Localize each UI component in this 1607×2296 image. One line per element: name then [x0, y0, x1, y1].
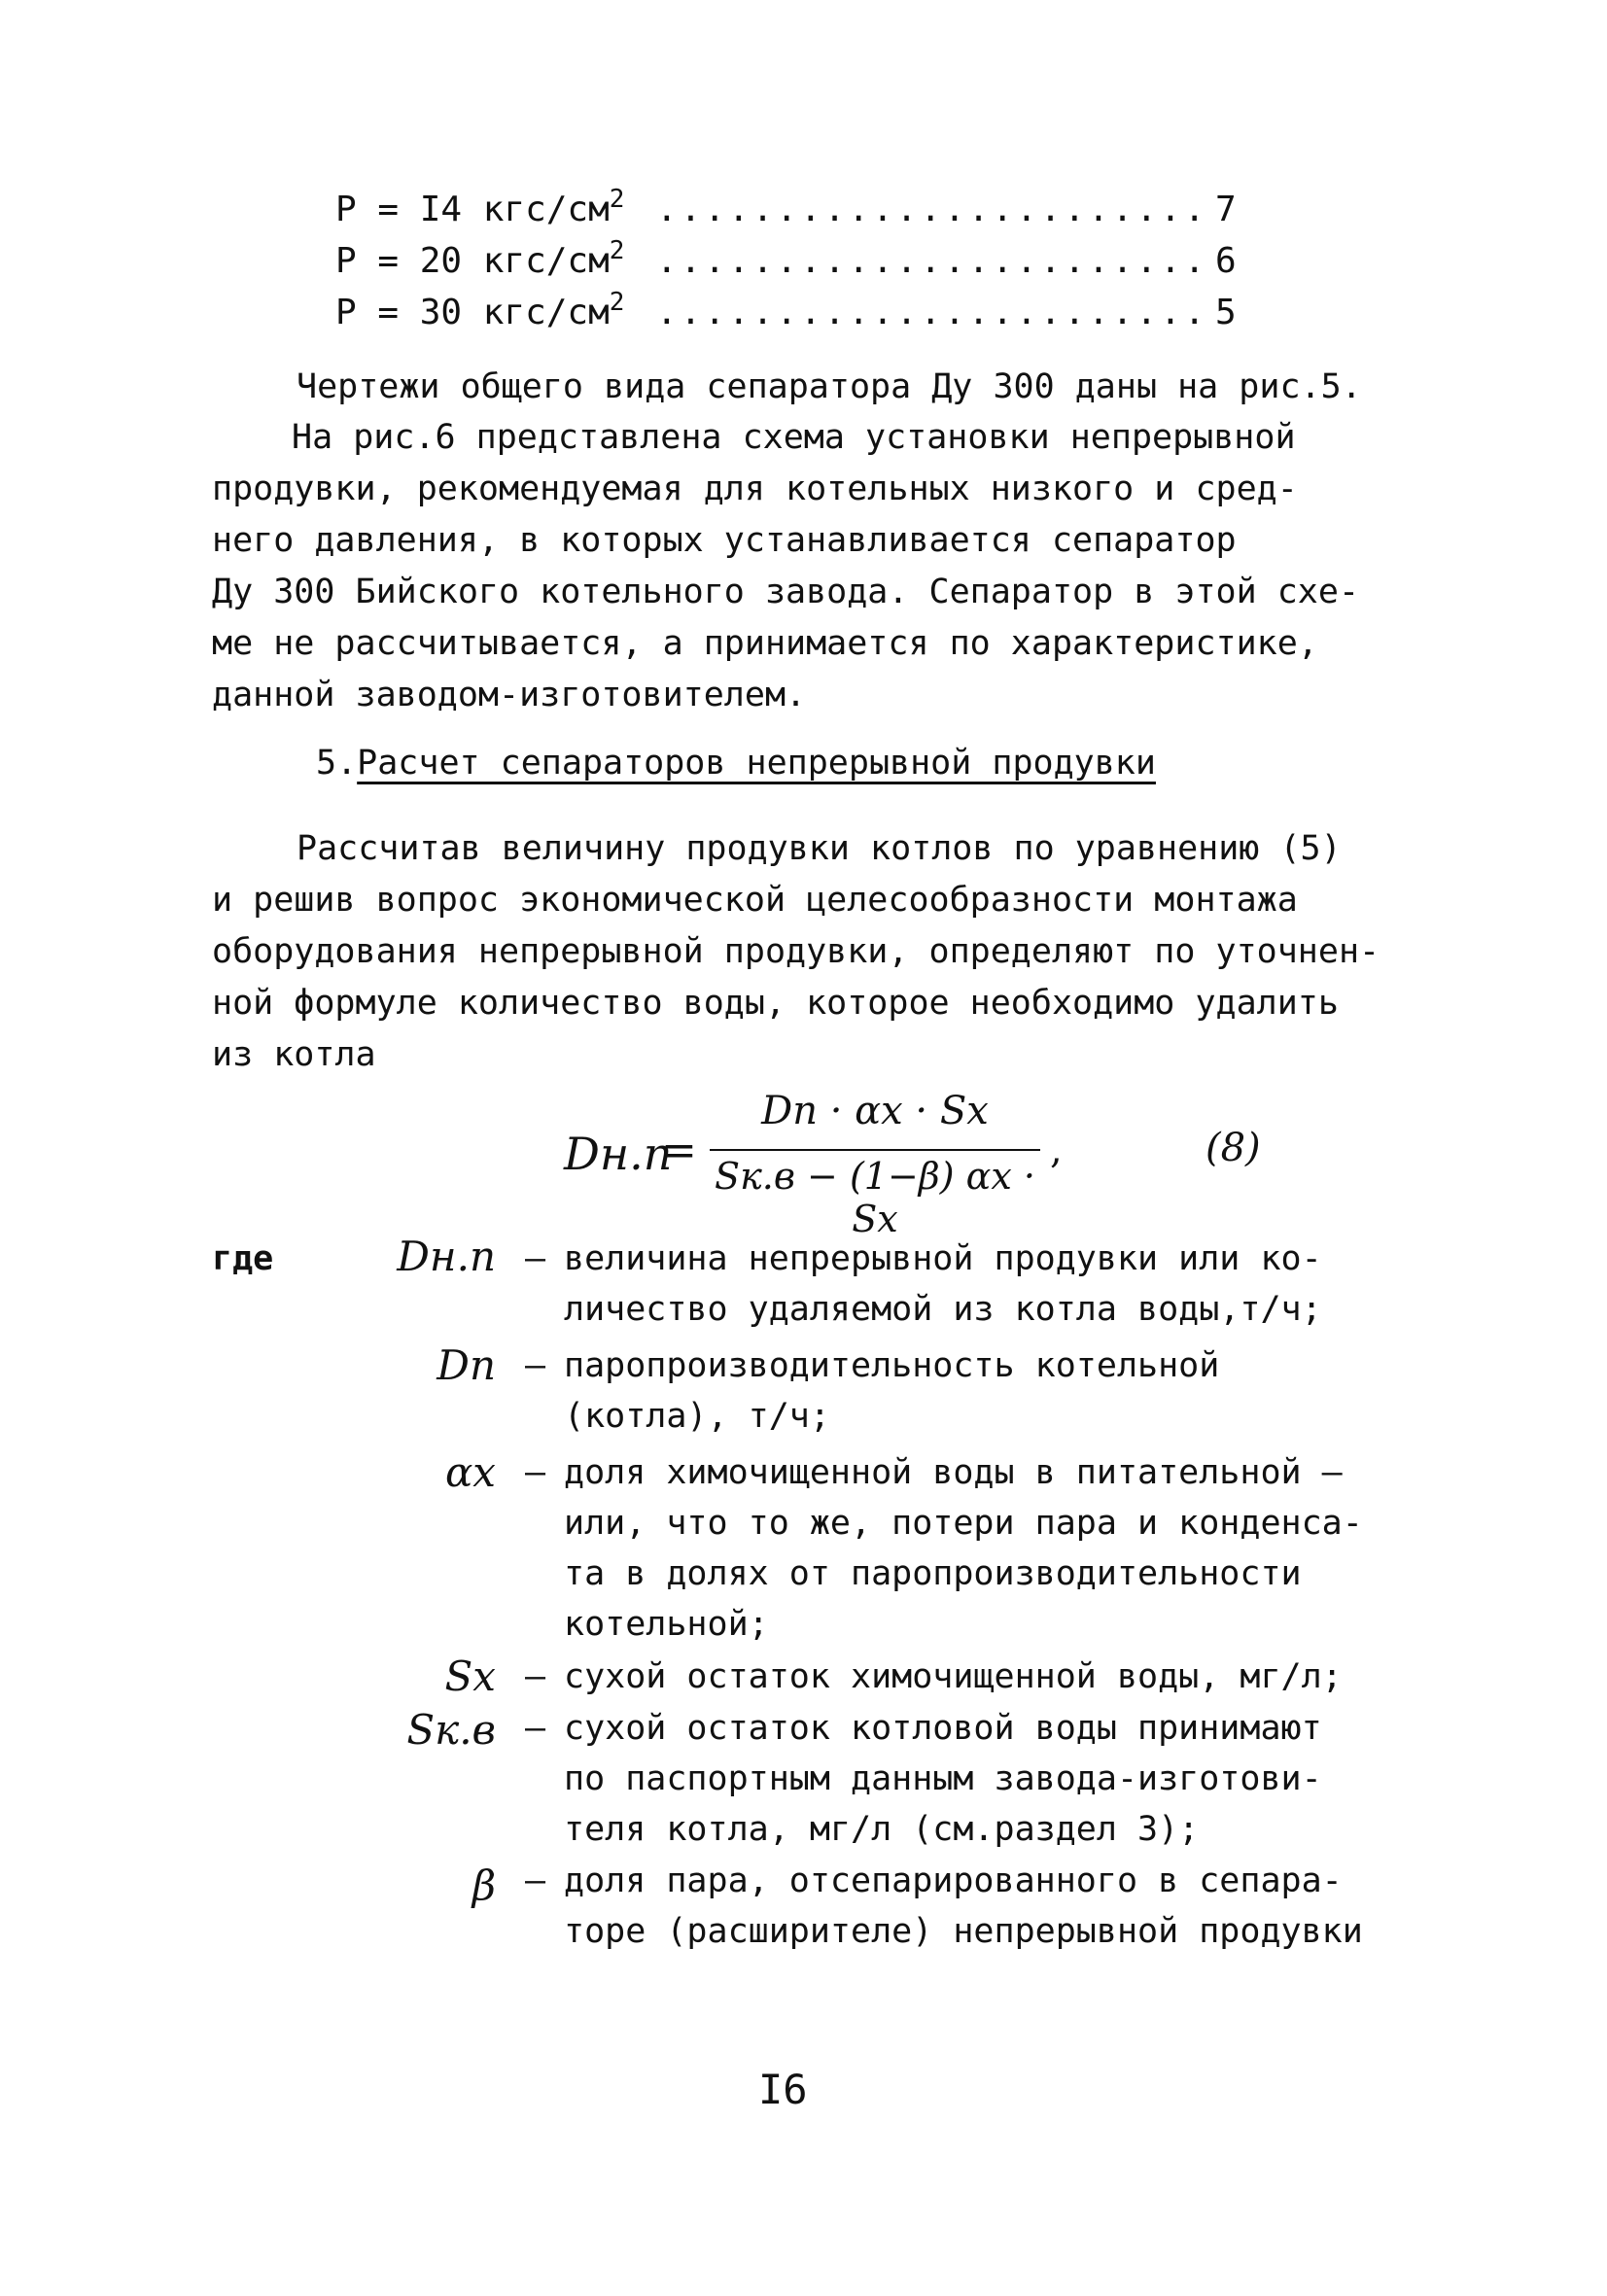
def-line: сухой остаток котловой воды принимают — [564, 1709, 1322, 1748]
formula-denominator: Sк.в − (1−β) αx · Sx — [715, 1155, 1035, 1240]
pressure-row-30 — [335, 288, 1259, 343]
pressure-value: 7 — [1215, 190, 1237, 229]
para3-line: Рассчитав величину продувки котлов по уравнению (5) — [297, 829, 1342, 868]
leader-dots: ....................... — [656, 293, 1208, 332]
def-line: та в долях от паропроизводительности — [564, 1554, 1302, 1593]
def-line: доля химочищенной воды в питательной – — [564, 1453, 1343, 1492]
def-line: личество удаляемой из котла воды,т/ч; — [564, 1290, 1322, 1329]
formula-number: (8) — [1205, 1126, 1261, 1170]
para2-line: данной заводом-изготовителем. — [212, 676, 807, 714]
pressure-text: Р = 30 кгс/см — [335, 293, 610, 332]
para2-line: Ду 300 Бийского котельного завода. Сепаратор в этой схе- — [212, 573, 1360, 611]
pressure-label — [335, 185, 625, 229]
dash: – — [525, 1709, 546, 1748]
symbol-dnp: Dн.п — [397, 1233, 496, 1280]
leader-dots: ....................... — [656, 241, 1208, 281]
symbol-beta: β — [472, 1861, 496, 1909]
pressure-label — [335, 288, 625, 332]
symbol-dp: Dп — [437, 1341, 496, 1389]
dash: – — [525, 1346, 546, 1385]
symbol-skv: Sк.в — [406, 1706, 496, 1754]
formula-comma: , — [1050, 1128, 1063, 1172]
section-number: 5. — [316, 744, 358, 783]
dash: – — [525, 1657, 546, 1696]
pressure-text: Р = I4 кгс/см — [335, 190, 610, 229]
dash: – — [525, 1861, 546, 1900]
formula-equals: = — [661, 1126, 697, 1175]
pressure-row-20 — [335, 236, 1259, 292]
section-heading — [316, 744, 1156, 783]
def-line: величина непрерывной продувки или ко- — [564, 1239, 1322, 1278]
symbol-alpha-x: αx — [444, 1448, 496, 1496]
para2-line: него давления, в которых устанавливается сепаратор — [212, 521, 1237, 560]
formula-8 — [564, 1089, 1264, 1240]
formula-lhs: Dн.п — [564, 1128, 673, 1180]
def-line: или, что то же, потери пара и конденса- — [564, 1504, 1363, 1543]
def-line: (котла), т/ч; — [564, 1397, 830, 1436]
def-line: сухой остаток химочищенной воды, мг/л; — [564, 1657, 1343, 1696]
section-title: Расчет сепараторов непрерывной продувки — [357, 744, 1156, 783]
def-line: доля пара, отсепарированного в сепара- — [564, 1861, 1343, 1900]
def-line: паропроизводительность котельной — [564, 1346, 1220, 1385]
pressure-row-14 — [335, 185, 1259, 240]
pressure-label — [335, 236, 625, 281]
para2-line: ме не рассчитывается, а принимается по характеристике, — [212, 624, 1318, 663]
symbol-sx: Sx — [444, 1652, 496, 1700]
def-line: теля котла, мг/л (см.раздел 3); — [564, 1810, 1200, 1849]
pressure-value: 6 — [1215, 241, 1237, 281]
para3-line: и решив вопрос экономической целесообразности монтажа — [212, 881, 1298, 920]
def-line: торе (расширителе) непрерывной продувки — [564, 1912, 1363, 1951]
pressure-value: 5 — [1215, 293, 1237, 332]
superscript: 2 — [609, 236, 625, 265]
def-line: по паспортным данным завода-изготови- — [564, 1759, 1322, 1798]
fraction-bar — [710, 1149, 1040, 1151]
leader-dots: ....................... — [656, 190, 1208, 229]
page-number: I6 — [758, 2066, 808, 2113]
superscript: 2 — [609, 185, 625, 214]
pressure-text: Р = 20 кгс/см — [335, 241, 610, 281]
para3-line: оборудования непрерывной продувки, определяют по уточнен- — [212, 932, 1380, 971]
para2-line: На рис.6 представлена схема установки непрерывной — [292, 418, 1296, 457]
where-label: где — [212, 1239, 274, 1278]
paragraph-drawings: Чертежи общего вида сепаратора Ду 300 даны на рис.5. — [297, 367, 1362, 406]
def-line: котельной; — [564, 1605, 769, 1644]
dash: – — [525, 1239, 546, 1278]
para3-line: ной формуле количество воды, которое необходимо удалить — [212, 984, 1339, 1023]
para3-line: из котла — [212, 1035, 376, 1074]
para2-line: продувки, рекомендуемая для котельных низкого и сред- — [212, 470, 1298, 508]
dash: – — [525, 1453, 546, 1492]
superscript: 2 — [609, 288, 625, 317]
formula-numerator: Dп · αx · Sx — [761, 1089, 989, 1133]
